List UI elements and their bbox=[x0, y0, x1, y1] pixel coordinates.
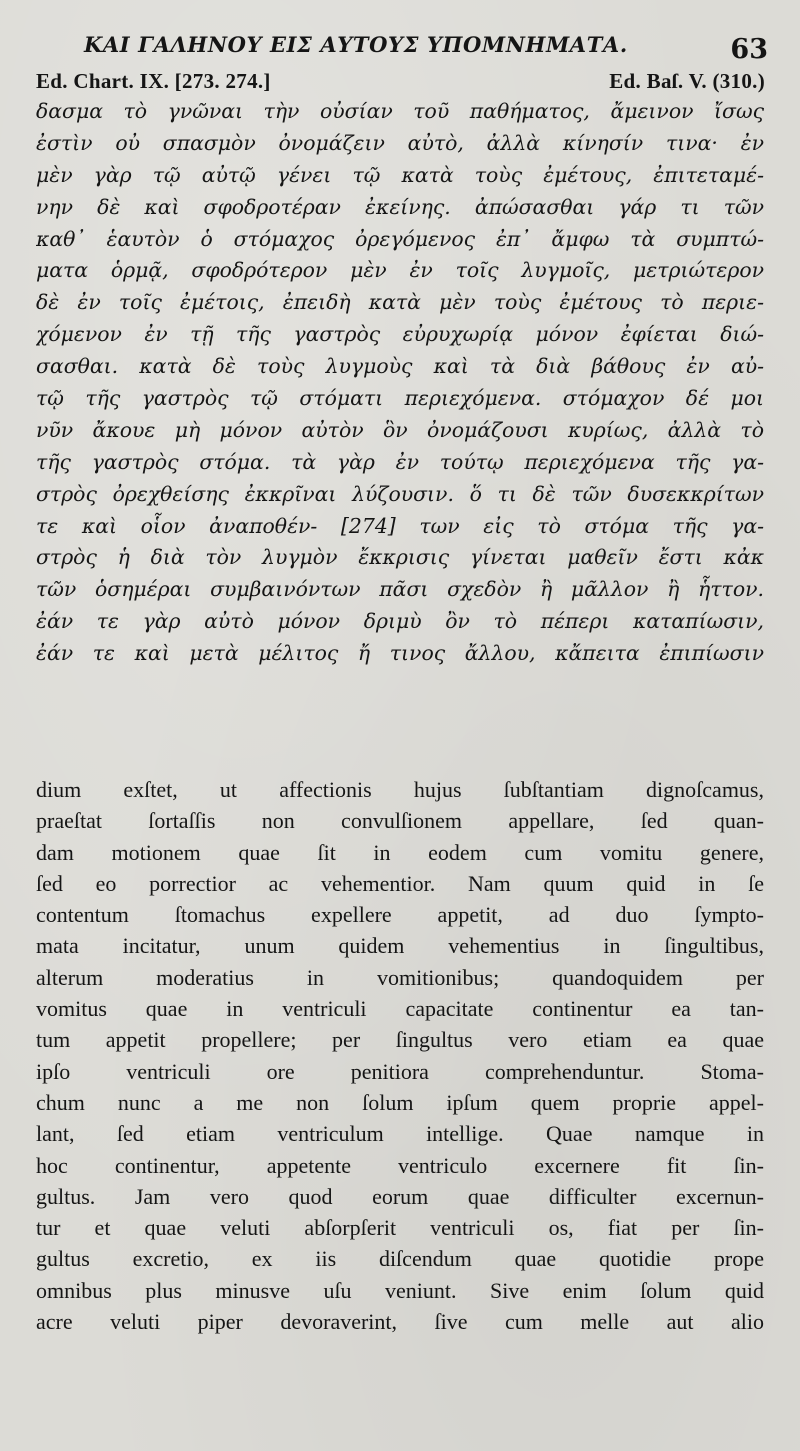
greek-line: σασθαι. κατὰ δὲ τοὺς λυγμοὺς καὶ τὰ διὰ βάθους ἐν αὐ- bbox=[36, 354, 764, 379]
latin-line: tum appetit propellere; per ſingultus vero etiam ea quae bbox=[36, 1027, 764, 1053]
greek-line: στρὸς ὀρεχθείσης ἐκκρῖναι λύζουσιν. ὅ τι δὲ τῶν δυσεκκρίτων bbox=[36, 481, 764, 506]
latin-text-block bbox=[36, 774, 764, 1337]
greek-line: νην δὲ καὶ σφοδροτέραν ἐκείνης. ἀπώσασθαι γάρ τι τῶν bbox=[36, 194, 764, 219]
greek-line: δὲ ἐν τοῖς ἐμέτοις, ἐπειδὴ κατὰ μὲν τοὺς ἐμέτους τὸ περιε- bbox=[36, 290, 764, 315]
edition-reference-chartier: Ed. Chart. IX. [273. 274.] bbox=[36, 69, 271, 93]
latin-line: lant, ſed etiam ventriculum intellige. Quae namque in bbox=[36, 1121, 764, 1147]
latin-line: praeſtat ſortaſſis non convulſionem appellare, ſed quan- bbox=[36, 808, 764, 834]
greek-line: τῶν ὁσημέραι συμβαινόντων πᾶσι σχεδὸν ἢ μᾶλλον ἢ ἧττον. bbox=[36, 577, 764, 602]
running-title: ΚΑΙ ΓΑΛΗΝΟΥ ΕΙΣ ΑΥΤΟΥΣ ΥΠΟΜΝΗΜΑΤΑ. bbox=[84, 32, 628, 57]
latin-line: vomitus quae in ventriculi capacitate continentur ea tan- bbox=[36, 996, 764, 1022]
page-number: 63 bbox=[730, 34, 768, 65]
latin-line: tur et quae veluti abſorpſerit ventriculi os, fiat per ſin- bbox=[36, 1215, 764, 1241]
latin-line: hoc continentur, appetente ventriculo excernere fit ſin- bbox=[36, 1152, 764, 1178]
latin-line: mata incitatur, unum quidem vehementius in ſingultibus, bbox=[36, 933, 764, 959]
greek-line: χόμενον ἐν τῇ τῆς γαστρὸς εὐρυχωρίᾳ μόνον ἐφίεται διώ- bbox=[36, 322, 764, 347]
greek-text-block bbox=[36, 96, 764, 670]
latin-line: alterum moderatius in vomitionibus; quandoquidem per bbox=[36, 964, 764, 990]
latin-line: acre veluti piper devoraverint, ſive cum melle aut alio bbox=[36, 1309, 764, 1335]
greek-line: τῆς γαστρὸς στόμα. τὰ γὰρ ἐν τούτῳ περιεχόμενα τῆς γα- bbox=[36, 449, 764, 474]
greek-line: ἐάν τε γὰρ αὐτὸ μόνον δριμὺ ὂν τὸ πέπερι καταπίωσιν, bbox=[36, 609, 764, 634]
latin-line: dium exſtet, ut affectionis hujus ſubſtantiam dignoſcamus, bbox=[36, 777, 764, 802]
latin-line: ipſo ventriculi ore penitiora comprehenduntur. Stoma- bbox=[36, 1058, 764, 1084]
greek-line: ματα ὁρμᾷ, σφοδρότερον μὲν ἐν τοῖς λυγμοῖς, μετριώτερον bbox=[36, 258, 764, 283]
greek-line: ἐάν τε καὶ μετὰ μέλιτος ἤ τινος ἄλλου, κἄπειτα ἐπιπίωσιν bbox=[36, 641, 764, 666]
greek-line: νῦν ἄκουε μὴ μόνον αὐτὸν ὃν ὀνομάζουσι κυρίως, ἀλλὰ τὸ bbox=[36, 417, 764, 442]
latin-line: chum nunc a me non ſolum ipſum quem proprie appel- bbox=[36, 1089, 764, 1115]
greek-line: μὲν γὰρ τῷ αὐτῷ γένει τῷ κατὰ τοὺς ἐμέτους, ἐπιτεταμέ- bbox=[36, 162, 764, 187]
greek-line: ἐστὶν οὐ σπασμὸν ὀνομάζειν αὐτὸ, ἀλλὰ κίνησίν τινα· ἐν bbox=[36, 130, 764, 155]
greek-line: δασμα τὸ γνῶναι τὴν οὐσίαν τοῦ παθήματος, ἄμεινον ἴσως bbox=[36, 99, 764, 123]
latin-line: dam motionem quae ſit in eodem cum vomitu genere, bbox=[36, 839, 764, 865]
page-header bbox=[0, 0, 800, 110]
edition-reference-basel: Ed. Baſ. V. (310.) bbox=[609, 69, 765, 93]
latin-line: gultus. Jam vero quod eorum quae difficulter excernun- bbox=[36, 1183, 764, 1209]
latin-line: ſed eo porrectior ac vehementior. Nam quum quid in ſe bbox=[36, 870, 764, 896]
greek-line: στρὸς ἡ διὰ τὸν λυγμὸν ἔκκρισις γίνεται μαθεῖν ἔστι κἀκ bbox=[36, 545, 764, 570]
column-gap bbox=[0, 738, 800, 768]
latin-line: gultus excretio, ex iis diſcendum quae quotidie prope bbox=[36, 1246, 764, 1272]
latin-line: omnibus plus minusve uſu veniunt. Sive enim ſolum quid bbox=[36, 1277, 764, 1303]
greek-line: τε καὶ οἷον ἀναποθέν- [274] των εἰς τὸ στόμα τῆς γα- bbox=[36, 513, 764, 538]
greek-line: τῷ τῆς γαστρὸς τῷ στόματι περιεχόμενα. στόμαχον δέ μοι bbox=[36, 386, 764, 411]
latin-line: contentum ſtomachus expellere appetit, ad duo ſympto- bbox=[36, 902, 764, 928]
greek-line: καθ᾽ ἑαυτὸν ὁ στόμαχος ὀρεγόμενος ἐπ᾽ ἄμφω τὰ συμπτώ- bbox=[36, 226, 764, 251]
